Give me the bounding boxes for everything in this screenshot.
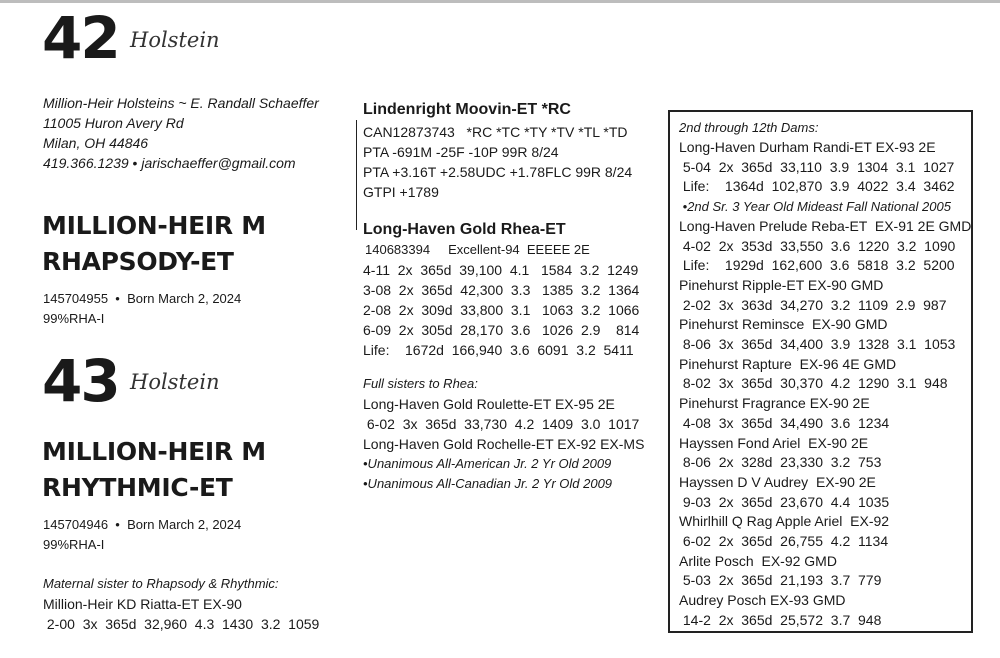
animal-name-42 [42,208,266,280]
seller-line: Milan, OH 44846 [43,135,149,151]
seller-email[interactable]: jarischaeffer@gmail.com [141,155,296,171]
dam-ancestor-note: •2nd Sr. 3 Year Old Mideast Fall National 2005 [679,199,951,215]
dam-ancestor-record: 8-06 3x 365d 34,400 3.9 1328 3.1 1053 [679,336,956,353]
dam-ancestor-name: Long-Haven Prelude Reba-ET EX-91 2E GMD [679,217,972,234]
dam-ancestor-record: 2-02 3x 363d 34,270 3.2 1109 2.9 987 [679,296,947,313]
dam-section [363,220,639,360]
dam-ancestor-record: 5-04 2x 365d 33,110 3.9 1304 3.1 1027 [679,158,955,175]
sire-line: PTA -691M -25F -10P 99R 8/24 [363,144,559,160]
maternal-sister [43,574,319,634]
rha-line: 99%RHA-I [43,311,105,326]
dam-record: 6-09 2x 305d 28,170 3.6 1026 2.9 814 [363,322,640,338]
dam-record: 4-11 2x 365d 39,100 4.1 1584 3.2 1249 [363,262,639,278]
sire-line: PTA +3.16T +2.58UDC +1.78FLC 99R 8/24 [363,164,633,180]
dam-ancestor-record: 4-08 3x 365d 34,490 3.6 1234 [679,414,890,431]
animal-name-line: RHAPSODY-ET [42,247,234,276]
dams-box [668,110,973,633]
full-sister-name: Long-Haven Gold Roulette-ET EX-95 2E [363,396,615,412]
seller-phone: 419.366.1239 [43,155,129,171]
maternal-sister-heading: Maternal sister to Rhapsody & Rhythmic: [43,576,279,591]
seller-line: Million-Heir Holsteins ~ E. Randall Schaeffer [43,95,319,111]
dam-id-line: 140683394 Excellent-94 EEEEE 2E [365,242,590,257]
dams-lines [679,138,971,631]
dam-ancestor-record: 4-02 2x 353d 33,550 3.6 1220 3.2 1090 [679,237,956,254]
dam-ancestor-name: Pinehurst Reminsce EX-90 GMD [679,316,888,333]
animal-name-line: MILLION-HEIR M [42,437,266,466]
top-rule [0,0,1000,3]
dam-record: 3-08 2x 365d 42,300 3.3 1385 3.2 1364 [363,282,640,298]
dam-ancestor-name: Hayssen Fond Ariel EX-90 2E [679,434,869,451]
registration-line: 145704946 • Born March 2, 2024 [43,517,242,532]
lot-number-42: 42 [42,4,119,72]
breed-label-42: Holstein [130,28,220,52]
full-sisters [363,374,644,494]
dam-ancestor-record: 14-2 2x 365d 25,572 3.7 948 [679,611,882,628]
dam-ancestor-record: Life: 1364d 102,870 3.9 4022 3.4 3462 [679,178,955,195]
breed-label-43: Holstein [130,370,220,394]
dam-ancestor-name: Arlite Posch EX-92 GMD [679,552,837,569]
full-sister-record: 6-02 3x 365d 33,730 4.2 1409 3.0 1017 [363,416,640,432]
registration-42 [43,289,241,329]
full-sister-name: Long-Haven Gold Rochelle-ET EX-92 EX-MS [363,436,645,452]
dam-ancestor-name: Pinehurst Ripple-ET EX-90 GMD [679,276,884,293]
dam-ancestor-record: Life: 1929d 162,600 3.6 5818 3.2 5200 [679,257,955,274]
dam-ancestor-record: 8-06 2x 328d 23,330 3.2 753 [679,454,882,471]
sire-name: Lindenright Moovin-ET *RC [363,101,571,118]
dam-ancestor-name: Audrey Posch EX-93 GMD [679,592,846,609]
dam-ancestor-record: 8-02 3x 365d 30,370 4.2 1290 3.1 948 [679,375,948,392]
full-sister-note: •Unanimous All-American Jr. 2 Yr Old 2009 [363,456,612,471]
animal-name-line: RHYTHMIC-ET [42,473,233,502]
registration-line: 145704955 • Born March 2, 2024 [43,291,242,306]
dam-ancestor-name: Pinehurst Rapture EX-96 4E GMD [679,355,897,372]
dam-record: Life: 1672d 166,940 3.6 6091 3.2 5411 [363,342,634,358]
dam-name: Long-Haven Gold Rhea-ET [363,221,566,238]
dams-box-heading: 2nd through 12th Dams: [679,120,819,135]
dam-record: 2-08 2x 309d 33,800 3.1 1063 3.2 1066 [363,302,640,318]
animal-name-43 [42,434,266,506]
full-sister-note: •Unanimous All-Canadian Jr. 2 Yr Old 2009 [363,476,613,491]
sire-line: GTPI +1789 [363,184,439,200]
dam-ancestor-name: Hayssen D V Audrey EX-90 2E [679,473,876,490]
lot-number-43: 43 [42,347,119,415]
registration-43 [43,515,241,555]
dam-ancestor-record: 6-02 2x 365d 26,755 4.2 1134 [679,533,889,550]
dam-ancestor-name: Pinehurst Fragrance EX-90 2E [679,395,870,412]
animal-name-line: MILLION-HEIR M [42,211,266,240]
sire-details [356,120,632,230]
maternal-sister-record: 2-00 3x 365d 32,960 4.3 1430 3.2 1059 [43,616,320,632]
sire-section [356,100,632,230]
dam-ancestor-name: Long-Haven Durham Randi-ET EX-93 2E [679,139,936,155]
seller-info: Million-Heir Holsteins ~ E. Randall Schaeffer 11005 Huron Avery Rd Milan, OH 44846 419.366.1239 • jarischaeffer@gmail.com [43,95,319,171]
seller-line: 11005 Huron Avery Rd [43,115,184,131]
maternal-sister-name: Million-Heir KD Riatta-ET EX-90 [43,596,242,612]
sire-line: CAN12873743 *RC *TC *TY *TV *TL *TD [363,124,628,140]
full-sisters-heading: Full sisters to Rhea: [363,376,478,391]
dam-ancestor-record: 9-03 2x 365d 23,670 4.4 1035 [679,493,890,510]
dam-ancestor-name: Whirlhill Q Rag Apple Ariel EX-92 [679,513,890,530]
dam-ancestor-record: 5-03 2x 365d 21,193 3.7 779 [679,572,882,589]
rha-line: 99%RHA-I [43,537,105,552]
